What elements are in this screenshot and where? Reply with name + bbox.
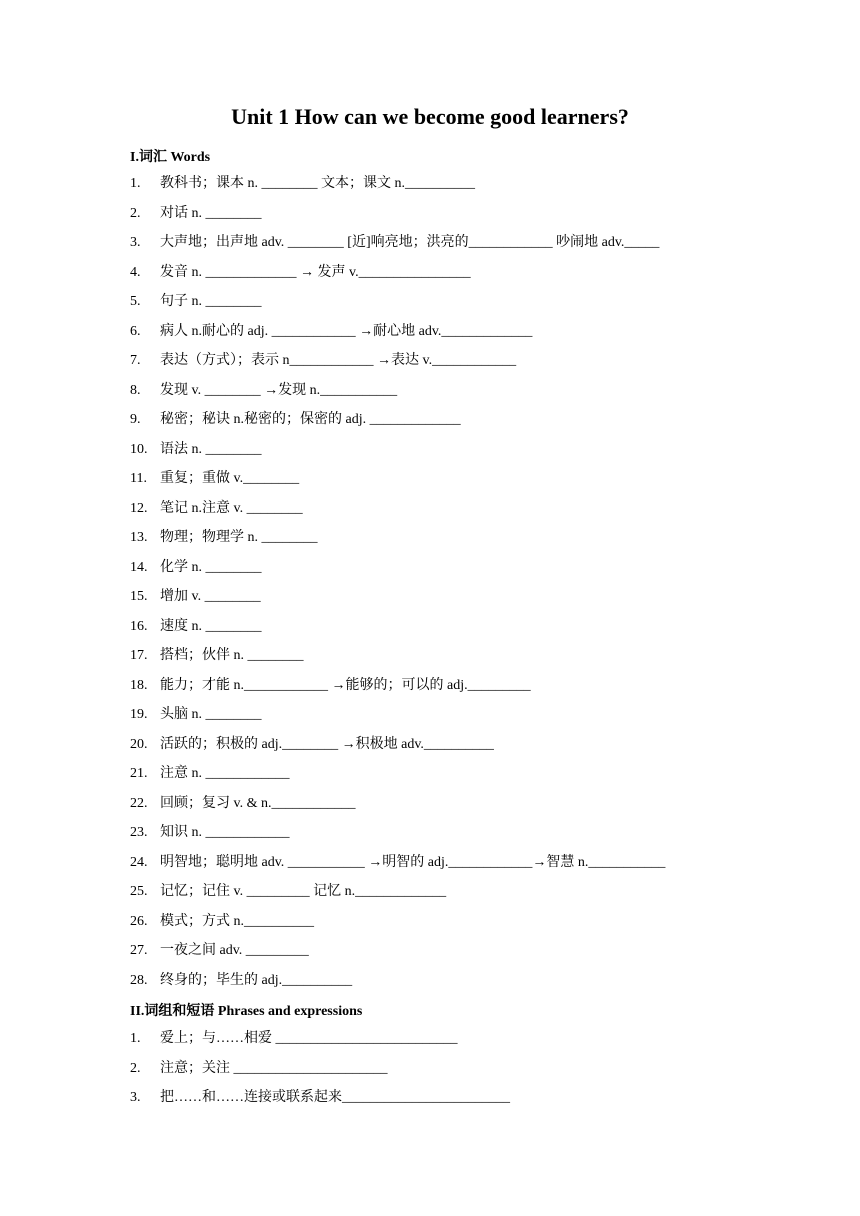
list-item: 13. 物理；物理学 n. ________ [130,530,318,545]
section-heading-words: I.词汇 Words [130,150,211,165]
list-item: 2. 对话 n. ________ [130,205,262,221]
list-item: 3. 大声地；出声地 adv. ________ [近]响亮地；洪亮的____________ 吵闹地 adv._____ [130,235,660,250]
list-item: 5. 句子 n. ________ [130,294,262,309]
list-item: 26. 模式；方式 n.__________ [130,913,314,929]
list-item: 23. 知识 n. ____________ [130,825,290,840]
list-item: 17. 搭档；伙伴 n. ________ [130,648,304,663]
list-item: 1. 教科书；课本 n. ________ 文本；课文 n.__________ [130,176,475,191]
list-item: 24. 明智地；聪明地 adv. ___________ →明智的 adj.____________→智慧 n.___________ [130,854,666,870]
list-item: 8. 发现 v. ________ →发现 n.___________ [130,382,398,398]
list-item: 16. 速度 n. ________ [130,618,262,634]
list-item: 7. 表达（方式）；表示 n____________ →表达 v.____________ [130,353,517,368]
list-item: 1. 爱上；与……相爱 __________________________ [130,1031,458,1046]
list-item: 27. 一夜之间 adv. _________ [130,943,309,958]
list-item: 18. 能力；才能 n.____________ →能够的；可以的 adj._________ [130,677,531,693]
list-item: 14. 化学 n. ________ [130,559,262,575]
list-item: 25. 记忆；记住 v. _________ 记忆 n._____________ [130,884,447,899]
list-item: 21. 注意 n. ____________ [130,766,290,781]
list-item: 15. 增加 v. ________ [130,589,261,604]
page-title: Unit 1 How can we become good learners? [231,104,629,129]
list-item: 10. 语法 n. ________ [130,441,262,457]
list-item: 2. 注意；关注 ______________________ [130,1060,388,1076]
list-item: 9. 秘密；秘诀 n.秘密的；保密的 adj. _____________ [130,412,461,427]
list-item: 4. 发音 n. _____________ → 发声 v.________________ [130,264,471,280]
list-item: 28. 终身的；毕生的 adj.__________ [130,972,353,988]
list-item: 11. 重复；重做 v.________ [130,471,300,486]
list-item: 6. 病人 n.耐心的 adj. ____________ →耐心地 adv._____________ [130,323,533,339]
list-item: 19. 头脑 n. ________ [130,707,262,722]
list-item: 20. 活跃的；积极的 adj.________ →积极地 adv.__________ [130,736,494,752]
list-item: 22. 回顾；复习 v. & n.____________ [130,795,356,811]
section-heading-phrases: II.词组和短语 Phrases and expressions [130,1004,363,1019]
list-item: 3. 把……和……连接或联系起来________________________ [130,1090,510,1105]
list-item: 12. 笔记 n.注意 v. ________ [130,500,303,516]
